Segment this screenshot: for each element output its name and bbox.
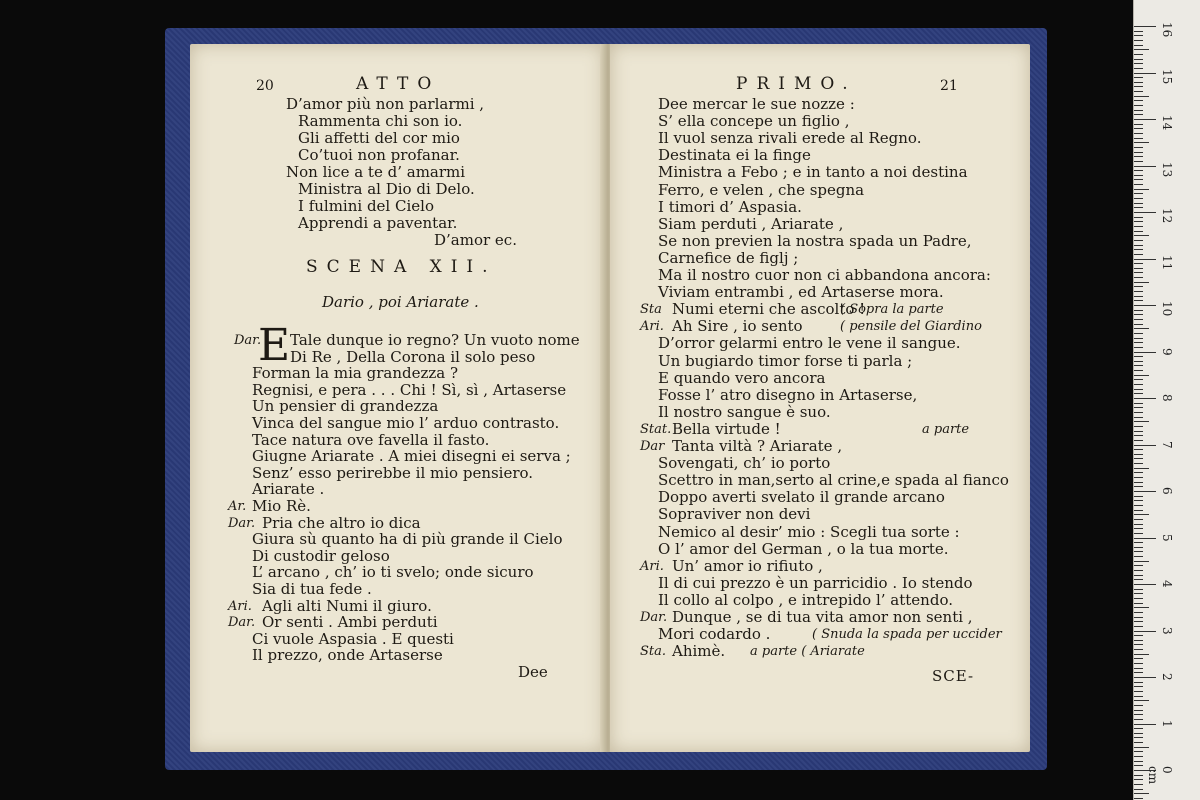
ruler-tick (1134, 305, 1156, 306)
ruler-tick (1134, 556, 1143, 557)
ruler-tick (1134, 114, 1143, 115)
ruler-tick (1134, 682, 1143, 683)
scene-title: SCENA XII. (306, 257, 497, 277)
ruler-tick (1134, 324, 1143, 325)
dialogue-line: Ah Sire , io sento (672, 317, 803, 336)
dialogue-line: Un pensier di grandezza (252, 397, 439, 416)
dialogue-line: Sovengati, ch’ io porto (658, 454, 831, 473)
ruler-tick (1134, 640, 1143, 641)
ruler-tick (1134, 468, 1149, 469)
ruler-tick (1134, 91, 1143, 92)
ruler-label: 2 (1160, 673, 1174, 681)
ruler-tick (1134, 644, 1143, 645)
dialogue-line: Sia di tua fede . (252, 580, 372, 598)
dialogue-line: Senz’ esso perirebbe il mio pensiero. (252, 463, 534, 482)
dialogue-line: Il prezzo, onde Artaserse (252, 646, 443, 665)
dialogue-line: Carnefice de figlj ; (658, 248, 799, 267)
ruler-tick (1134, 524, 1143, 525)
speaker-label: Dar. (234, 333, 262, 348)
ruler-tick (1134, 26, 1156, 27)
speaker-label: Ari. (640, 319, 664, 335)
ruler-tick (1134, 547, 1143, 548)
left-catchword: Dee (518, 663, 548, 681)
dialogue-line: Mio Rè. (252, 497, 311, 515)
ruler-label: 4 (1160, 580, 1174, 588)
ruler-tick (1134, 384, 1143, 385)
ruler-tick (1134, 45, 1143, 46)
ruler-tick (1134, 491, 1156, 492)
ruler-tick (1134, 412, 1143, 413)
ruler-tick (1134, 328, 1149, 329)
ruler-tick (1134, 96, 1149, 97)
dialogue-line: Forman la mia grandezza ? (252, 364, 459, 383)
ruler-tick (1134, 82, 1143, 83)
ruler-tick (1134, 207, 1143, 208)
ruler-tick (1134, 747, 1149, 748)
dialogue-line: Tace natura ove favella il fasto. (252, 430, 490, 449)
ruler-tick (1134, 775, 1143, 776)
dialogue-line: Mori codardo . (658, 625, 771, 644)
ruler-tick (1134, 496, 1143, 497)
ruler-tick (1134, 282, 1149, 283)
dialogue-line: Di custodir geloso (252, 546, 390, 565)
verse-line: Apprendi a paventar. (298, 214, 458, 232)
ruler-tick (1134, 510, 1143, 511)
ruler-tick (1134, 719, 1143, 720)
ruler-label: 5 (1160, 533, 1174, 542)
dialogue-line: Fosse l’ atro disegno in Artaserse, (658, 385, 918, 404)
ruler-tick (1134, 663, 1143, 664)
right-catchword: SCE- (932, 667, 975, 685)
drop-cap-letter: E (258, 320, 291, 371)
right-page-number: 21 (940, 78, 958, 94)
ruler-tick (1134, 751, 1143, 752)
ruler-tick (1134, 589, 1143, 590)
ruler-label: 15 (1160, 68, 1174, 84)
ruler-tick (1134, 417, 1143, 418)
dialogue-line: Ariarate . (252, 480, 325, 499)
dialogue-line: Doppo averti svelato il grande arcano (658, 488, 945, 507)
ruler-tick (1134, 286, 1143, 287)
ruler-tick (1134, 724, 1156, 725)
verse-line: Co’tuoi non profanar. (298, 146, 460, 164)
dialogue-line: Scettro in man,serto al crine,e spada al fianco (658, 471, 1009, 490)
ruler-tick (1134, 621, 1143, 622)
dialogue-line: Tanta viltà ? Ariarate , (672, 437, 843, 455)
ruler-tick (1134, 407, 1143, 408)
ruler-tick (1134, 612, 1143, 613)
ruler-tick (1134, 231, 1143, 232)
verse-line: Ministra al Dio di Delo. (298, 180, 475, 198)
left-page (190, 44, 604, 752)
ruler-tick (1134, 538, 1156, 539)
ruler-tick (1134, 691, 1143, 692)
ruler-tick (1134, 166, 1156, 167)
ruler-tick (1134, 142, 1149, 143)
dialogue-line: Di Re , Della Corona il solo peso (290, 347, 536, 366)
dialogue-line: D’orror gelarmi entro le vene il sangue. (658, 334, 961, 353)
ruler-tick (1134, 533, 1143, 534)
dialogue-line: Il nostro sangue è suo. (658, 402, 831, 421)
ruler-tick (1134, 356, 1143, 357)
ruler-tick (1134, 296, 1143, 297)
ruler-tick (1134, 254, 1143, 255)
ruler-tick (1134, 73, 1156, 74)
stage-direction: a parte ( Ariarate (750, 644, 865, 660)
verse-line: Gli affetti del cor mio (298, 129, 460, 147)
ruler-tick (1134, 742, 1143, 743)
dialogue-line: Numi eterni che ascolto ! (672, 300, 866, 319)
ruler-tick (1134, 500, 1143, 501)
ruler-tick (1134, 245, 1143, 246)
dialogue-line: Dunque , se di tua vita amor non senti , (672, 608, 973, 626)
ruler-tick (1134, 714, 1143, 715)
stage-direction: ( Sopra la parte (840, 302, 944, 318)
dialogue-line: Un bugiardo timor forse ti parla ; (658, 351, 913, 370)
stage-direction: ( Snuda la spada per uccider (812, 627, 1002, 643)
dialogue-line: Giugne Ariarate . A miei disegni ei serva ; (252, 447, 571, 466)
dialogue-line: Destinata ei la finge (658, 146, 811, 165)
ruler-tick (1134, 737, 1143, 738)
ruler-label: 12 (1160, 208, 1174, 224)
ruler-tick (1134, 300, 1143, 301)
ruler-label: 9 (1160, 347, 1174, 356)
ruler-tick (1134, 175, 1143, 176)
ruler-tick (1134, 435, 1143, 436)
verse-line: Non lice a te d’ amarmi (286, 163, 466, 181)
ruler-tick (1134, 761, 1143, 762)
left-running-head: ATTO (356, 74, 441, 94)
ruler-tick (1134, 338, 1143, 339)
ruler-tick (1134, 277, 1143, 278)
ruler-label: 8 (1160, 394, 1174, 402)
ruler-tick (1134, 63, 1143, 64)
stage-direction: ( pensile del Giardino (840, 319, 982, 335)
ruler-tick (1134, 203, 1143, 204)
dialogue-line: Or senti . Ambi perduti (262, 613, 438, 632)
ruler-tick (1134, 212, 1156, 213)
ruler-tick (1134, 59, 1143, 60)
ruler-tick (1134, 77, 1143, 78)
ruler-tick (1134, 226, 1143, 227)
ruler-label: 7 (1160, 440, 1174, 449)
ruler-tick (1134, 733, 1143, 734)
ruler-tick (1134, 598, 1143, 599)
stage-direction: a parte (922, 421, 970, 437)
ruler-tick (1134, 235, 1149, 236)
ruler-tick (1134, 784, 1143, 785)
dialogue-line: Giura sù quanto ha di più grande il Cielo (252, 530, 563, 549)
ruler-tick (1134, 677, 1156, 678)
dialogue-line: Pria che altro io dica (262, 513, 421, 532)
dialogue-line: Nemico al desir’ mio : Scegli tua sorte : (658, 522, 960, 541)
speaker-label: Sta (640, 302, 662, 318)
ruler-tick (1134, 403, 1143, 404)
ruler-tick (1134, 193, 1143, 194)
right-page (610, 44, 1030, 752)
ruler-tick (1134, 710, 1143, 711)
dialogue-line: E quando vero ancora (658, 368, 826, 387)
speaker-label: Dar (640, 439, 665, 454)
ruler-tick (1134, 54, 1143, 55)
verse-line: I fulmini del Cielo (298, 197, 434, 215)
ruler-tick (1134, 603, 1143, 604)
dialogue-line: Il vuol senza rivali erede al Regno. (658, 129, 922, 148)
ruler-tick (1134, 268, 1143, 269)
ruler-tick (1134, 342, 1143, 343)
ruler-tick (1134, 454, 1143, 455)
ruler-tick (1134, 128, 1143, 129)
ruler-label: 3 (1160, 626, 1174, 635)
ruler-tick (1134, 49, 1149, 50)
ruler-tick (1134, 668, 1143, 669)
speaker-label: Sta. (640, 644, 667, 660)
ruler-tick (1134, 798, 1143, 799)
ruler-tick (1134, 310, 1143, 311)
ruler-tick (1134, 152, 1143, 153)
ruler-tick (1134, 765, 1143, 766)
ruler-tick (1134, 431, 1143, 432)
ruler-tick (1134, 607, 1149, 608)
dialogue-line: Agli alti Numi il giuro. (262, 596, 432, 615)
ruler-tick (1134, 370, 1143, 371)
ruler-tick (1134, 161, 1143, 162)
ruler-tick (1134, 649, 1143, 650)
ruler-tick (1134, 259, 1156, 260)
ruler-tick (1134, 654, 1149, 655)
ruler-tick (1134, 398, 1156, 399)
ruler-tick (1134, 626, 1143, 627)
ruler-tick (1134, 138, 1143, 139)
ruler-tick (1134, 352, 1156, 353)
ruler-tick (1134, 779, 1143, 780)
ruler-tick (1134, 458, 1143, 459)
dialogue-line: Ferro, e velen , che spegna (658, 180, 865, 199)
speaker-label: Ari. (228, 598, 252, 614)
ruler-tick (1134, 705, 1143, 706)
dialogue-line: Dee mercar le sue nozze : (658, 95, 855, 113)
ruler-tick (1134, 658, 1143, 659)
speaker-label: Ar. (228, 499, 247, 514)
ruler-tick (1134, 133, 1143, 134)
measuring-ruler (1133, 0, 1200, 800)
ruler-tick (1134, 365, 1143, 366)
left-page-number: 20 (256, 78, 274, 94)
ruler-tick (1134, 263, 1143, 264)
ruler-tick (1134, 700, 1149, 701)
ruler-tick (1134, 421, 1149, 422)
ruler-tick (1134, 189, 1149, 190)
scene-persons: Dario , poi Ariarate . (322, 293, 479, 311)
dialogue-line: O l’ amor del German , o la tua morte. (658, 539, 949, 558)
ruler-tick (1134, 249, 1143, 250)
ruler-tick (1134, 393, 1143, 394)
ruler-tick (1134, 472, 1143, 473)
ruler-tick (1134, 696, 1143, 697)
ruler-tick (1134, 179, 1143, 180)
ruler-tick (1134, 617, 1143, 618)
ruler-tick (1134, 728, 1143, 729)
ruler-label: 1 (1160, 719, 1174, 728)
ruler-label: 14 (1160, 115, 1174, 131)
ruler-label: 0 cm (1146, 766, 1174, 785)
ruler-tick (1134, 119, 1156, 120)
ruler-tick (1134, 40, 1143, 41)
ruler-tick (1134, 445, 1156, 446)
ruler-tick (1134, 198, 1143, 199)
ruler-tick (1134, 35, 1143, 36)
dialogue-line: L’ arcano , ch’ io ti svelo; onde sicuro (252, 563, 534, 582)
verse-line: Rammenta chi son io. (298, 112, 463, 130)
ruler-tick (1134, 240, 1143, 241)
ruler-tick (1134, 147, 1143, 148)
dialogue-line: Un’ amor io rifiuto , (672, 556, 823, 575)
ruler-tick (1134, 593, 1143, 594)
dialogue-line: Siam perduti , Ariarate , (658, 214, 844, 233)
dialogue-line: Ministra a Febo ; e in tanto a noi destina (658, 163, 968, 182)
dialogue-line: Sopraviver non devi (658, 505, 811, 524)
speaker-label: Dar. (640, 610, 668, 625)
dialogue-line: Ahimè. (672, 642, 726, 661)
speaker-label: Stat. (640, 421, 672, 437)
speaker-label: Dar. (228, 615, 256, 631)
ruler-tick (1134, 463, 1143, 464)
ruler-label: 16 (1160, 22, 1174, 38)
dialogue-line: Ma il nostro cuor non ci abbandona ancora: (658, 266, 991, 284)
ruler-tick (1134, 686, 1143, 687)
ruler-tick (1134, 31, 1143, 32)
ruler-tick (1134, 105, 1143, 106)
ruler-tick (1134, 635, 1143, 636)
ruler-tick (1134, 575, 1143, 576)
dialogue-line: Il collo al colpo , e intrepido l’ attendo. (658, 590, 953, 609)
ruler-tick (1134, 68, 1143, 69)
ruler-tick (1134, 789, 1143, 790)
ruler-tick (1134, 347, 1143, 348)
ruler-tick (1134, 505, 1143, 506)
ruler-tick (1134, 519, 1143, 520)
ruler-tick (1134, 379, 1143, 380)
ruler-label: 11 (1160, 254, 1174, 270)
speaker-label: Dar. (228, 515, 256, 531)
ruler-tick (1134, 86, 1143, 87)
ruler-tick (1134, 672, 1143, 673)
ruler-tick (1134, 314, 1143, 315)
ruler-tick (1134, 449, 1143, 450)
ruler-label: 13 (1160, 161, 1174, 177)
ruler-tick (1134, 124, 1143, 125)
ruler-tick (1134, 361, 1143, 362)
ruler-tick (1134, 272, 1143, 273)
speaker-label: Ari. (640, 558, 664, 574)
ruler-tick (1134, 579, 1143, 580)
ruler-tick (1134, 375, 1149, 376)
dialogue-line: Regnisi, e pera . . . Chi ! Sì, sì , Artaserse (252, 380, 567, 399)
ruler-tick (1134, 221, 1143, 222)
dialogue-line: Vinca del sangue mio l’ arduo contrasto. (252, 414, 560, 432)
ruler-tick (1134, 110, 1143, 111)
ruler-label: 10 (1160, 301, 1174, 317)
ruler-tick (1134, 170, 1143, 171)
ruler-tick (1134, 514, 1149, 515)
dialogue-line: Tale dunque io regno? Un vuoto nome (290, 331, 580, 349)
ruler-tick (1134, 793, 1149, 794)
ruler-tick (1134, 156, 1143, 157)
ruler-tick (1134, 389, 1143, 390)
ruler-tick (1134, 570, 1143, 571)
dialogue-line: I timori d’ Aspasia. (658, 197, 802, 216)
ruler-tick (1134, 482, 1143, 483)
ruler-tick (1134, 291, 1143, 292)
ruler-tick (1134, 100, 1143, 101)
ruler-tick (1134, 756, 1143, 757)
ruler-tick (1134, 561, 1149, 562)
dialogue-line: Bella virtude ! (672, 419, 781, 438)
verse-line: D’amor ec. (434, 231, 517, 249)
dialogue-line: S’ ella concepe un figlio , (658, 112, 850, 131)
ruler-tick (1134, 319, 1143, 320)
right-running-head: PRIMO. (736, 74, 857, 94)
ruler-tick (1134, 631, 1156, 632)
ruler-tick (1134, 542, 1143, 543)
ruler-tick (1134, 333, 1143, 334)
ruler-tick (1134, 217, 1143, 218)
ruler-tick (1134, 528, 1143, 529)
dialogue-line: Ci vuole Aspasia . E questi (252, 629, 454, 648)
ruler-tick (1134, 551, 1143, 552)
ruler-tick (1134, 184, 1143, 185)
dialogue-line: Viviam entrambi , ed Artaserse mora. (658, 283, 944, 302)
dialogue-line: Il di cui prezzo è un parricidio . Io stendo (658, 573, 973, 592)
ruler-tick (1134, 426, 1143, 427)
dialogue-line: Se non previen la nostra spada un Padre, (658, 231, 972, 250)
ruler-tick (1134, 440, 1143, 441)
ruler-label: 6 (1160, 487, 1174, 495)
ruler-tick (1134, 486, 1143, 487)
ruler-tick (1134, 565, 1143, 566)
ruler-tick (1134, 477, 1143, 478)
verse-line: D’amor più non parlarmi , (286, 95, 485, 113)
ruler-tick (1134, 584, 1156, 585)
